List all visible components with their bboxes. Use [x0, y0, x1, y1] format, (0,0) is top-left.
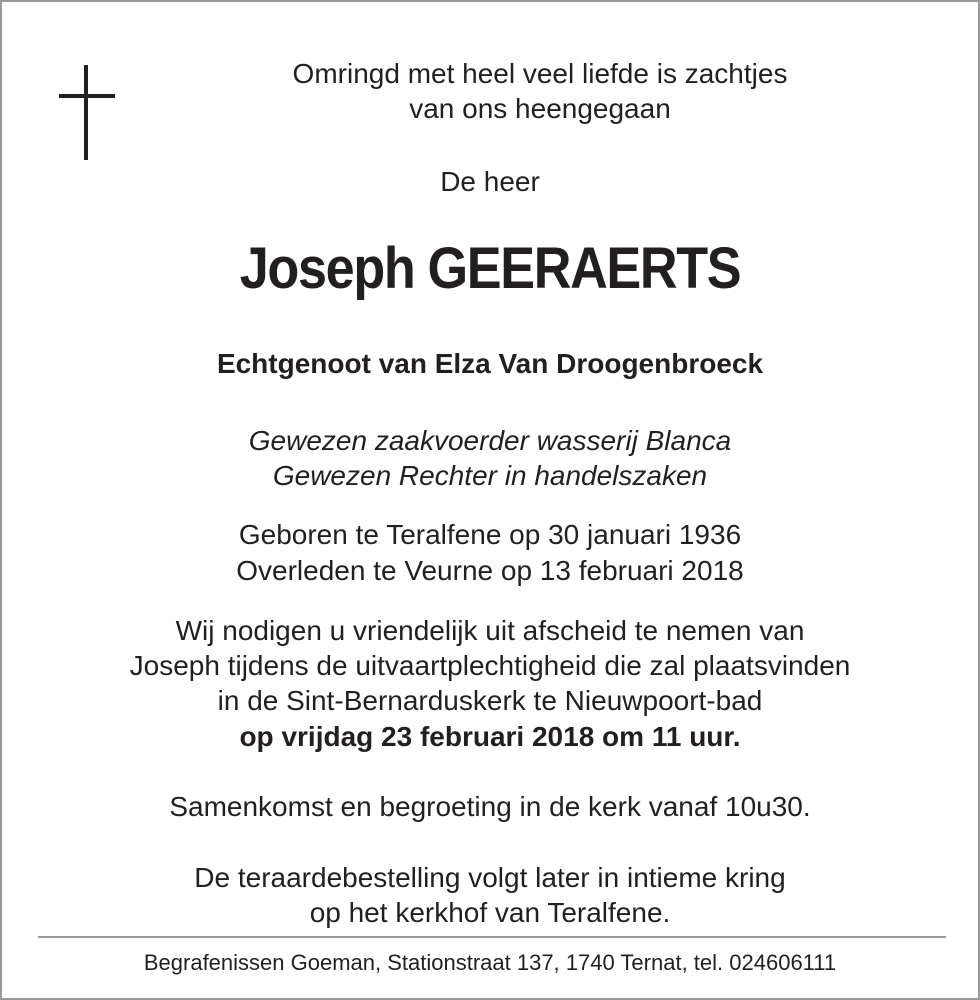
footer-divider: [38, 936, 946, 938]
salutation: De heer: [440, 166, 540, 197]
burial-line-2: op het kerkhof van Teralfene.: [309, 897, 671, 928]
invitation-line-1: Wij nodigen u vriendelijk uit afscheid te nemen van: [175, 615, 805, 646]
gathering-line: Samenkomst en begroeting in de kerk vanaf 10u30.: [169, 791, 811, 822]
spouse-line: Echtgenoot van Elza Van Droogenbroeck: [216, 348, 764, 379]
burial-line-1: De teraardebestelling volgt later in intieme kring: [194, 862, 786, 893]
invitation-line-2: Joseph tijdens de uitvaartplechtigheid die zal plaatsvinden: [129, 650, 851, 681]
intro-line-2: van ons heengegaan: [409, 93, 671, 124]
invitation-line-3: in de Sint-Bernarduskerk te Nieuwpoort-bad: [217, 685, 763, 716]
deceased-name: Joseph GEERAERTS: [239, 236, 741, 301]
funeral-home-footer: Begrafenissen Goeman, Stationstraat 137, 1740 Ternat, tel. 024606111: [143, 950, 837, 975]
intro-line-1: Omringd met heel veel liefde is zachtjes: [292, 58, 788, 89]
funeral-date-line: op vrijdag 23 februari 2018 om 11 uur.: [239, 721, 741, 752]
occupation-line-2: Gewezen Rechter in handelszaken: [272, 460, 708, 491]
death-line: Overleden te Veurne op 13 februari 2018: [236, 555, 744, 586]
occupation-line-1: Gewezen zaakvoerder wasserij Blanca: [248, 425, 732, 456]
birth-line: Geboren te Teralfene op 30 januari 1936: [238, 519, 742, 550]
